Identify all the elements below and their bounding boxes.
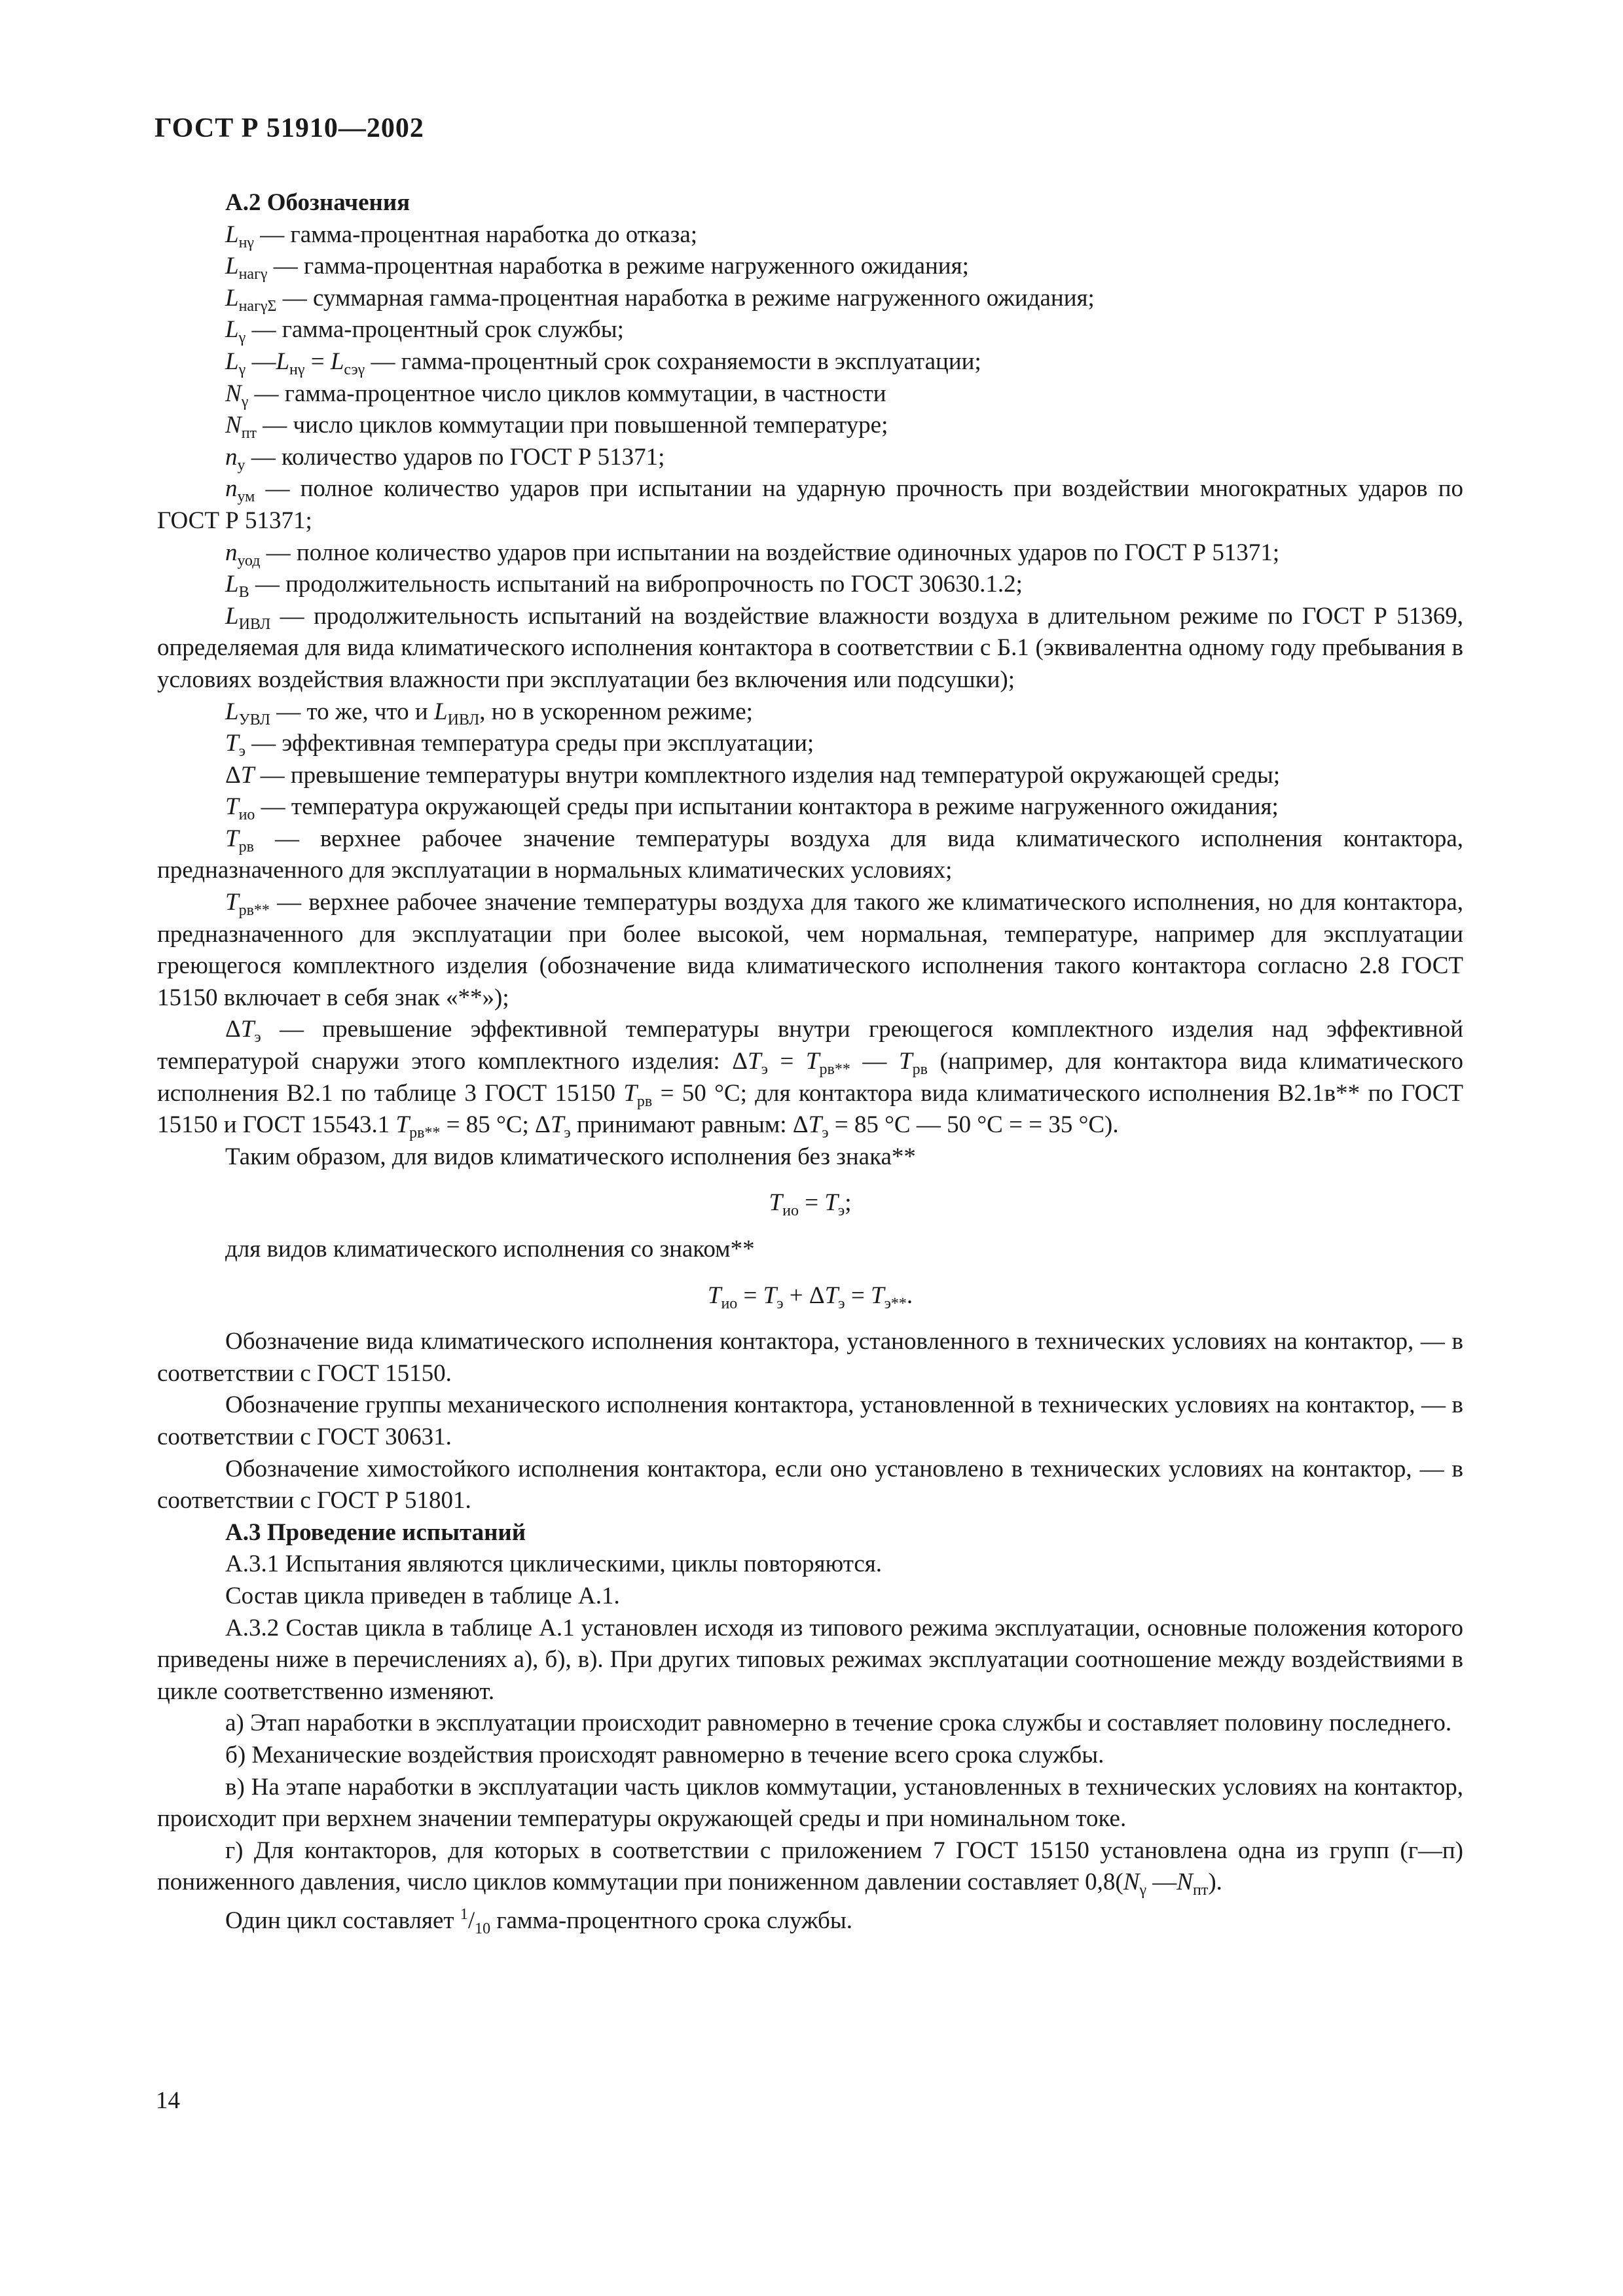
- definition-l-ny: $L_{н\gamma}$ — гамма-процентная наработка до отказа;: [225, 221, 698, 251]
- document-body: [157, 187, 1463, 1937]
- definition-t-e: $T_э$ — эффективная температура среды при эксплуатации;: [225, 730, 814, 761]
- definition-l-uvl: $L_{УВЛ}$ — то же, что и $L_{ИВЛ}$, но в ускоренном режиме;: [225, 698, 753, 728]
- list-item-b: б) Механические воздействия происходят равномерно в течение всего срока службы.: [225, 1741, 1104, 1768]
- definition-l-v: $L_В$ — продолжительность испытаний на вибропрочность по ГОСТ 30630.1.2;: [225, 571, 1023, 601]
- definition-l-gamma: $L_\gamma$ — гамма-процентный срок службы;: [225, 316, 624, 347]
- formula-tio-eq-te: $T_{ио} = T_э$;: [769, 1189, 852, 1220]
- definition-l-nag-sum: $L_{наг\gamma\Sigma}$ — суммарная гамма-процентная наработка в режиме нагруженного ожидания;: [225, 284, 1095, 315]
- list-item-v: в) На этапе наработки в эксплуатации часть циклов коммутации, установленных в технических условиях на контактор, происходит при верхнем значении температуры окружающей среды и при номинальном токе.: [157, 1773, 1463, 1833]
- definition-t-io: $T_{ио}$ — температура окружающей среды при испытании контактора в режиме нагруженного ожидания;: [225, 793, 1279, 824]
- definition-l-nag: $L_{наг\gamma}$ — гамма-процентная наработка в режиме нагруженного ожидания;: [225, 253, 969, 283]
- definition-l-sey: $L_\gamma$ $—L_{н\gamma} = L_{сэ\gamma}$ — гамма-процентный срок сохраняемости в эксплуатации;: [225, 348, 981, 378]
- paragraph-without-sign: Таким образом, для видов климатического исполнения без знака**: [225, 1143, 916, 1170]
- definition-n-ym: $n_{ум}$ — полное количество ударов при испытании на ударную прочность при воздействии многократных ударов по ГОСТ Р 51371;: [157, 475, 1463, 534]
- definition-n-yod: $n_{уод}$ — полное количество ударов при испытании на воздействие одиночных ударов по ГОСТ Р 51371;: [225, 539, 1280, 569]
- paragraph-climatic: Обозначение вида климатического исполнения контактора, установленного в технических условиях на контактор, — в соответствии с ГОСТ 15150.: [157, 1328, 1463, 1387]
- paragraph-a31: А.3.1 Испытания являются циклическими, циклы повторяются.: [225, 1551, 883, 1578]
- list-item-a: а) Этап наработки в эксплуатации происходит равномерно в течение срока службы и составляет половину последнего.: [225, 1710, 1452, 1737]
- paragraph-cycle-table: Состав цикла приведен в таблице А.1.: [225, 1582, 620, 1609]
- definition-l-ivl: $L_{ИВЛ}$ — продолжительность испытаний на воздействие влажности воздуха в длительном режиме по ГОСТ Р 51369, определяемая для вида климатического исполнения контактора в соответствии с Б.1 (эквивалентна одному году пребывания в условиях воздействия влажности при эксплуатации без включения или подсушки);: [157, 602, 1464, 693]
- document-header: ГОСТ Р 51910—2002: [155, 113, 424, 143]
- definition-n-pt: $N_{пт}$ — число циклов коммутации при повышенной температуре;: [225, 412, 888, 442]
- definition-delta-t-e: $\Delta T_э$ — превышение эффективной температуры внутри греющегося комплектного изделия над эффективной температурой снаружи этого комплектного изделия: $\Delta T_э = T_{рв**}$ — $T_{рв}$ (например, для контактора вида климатического исполнения В2.1 по таблице 3 ГОСТ 15150 $T_{рв} = 50$ °С; для контактора вида климатического исполнения В2.1в** по ГОСТ 15150 и ГОСТ 15543.1 $T_{рв**} = 85$ °С; $\Delta T_э$ принимают равным: $\Delta T_э = 85$ °С — 50 °С = = 35 °С).: [157, 1016, 1464, 1142]
- definition-n-gamma: $N_\gamma$ — гамма-процентное число циклов коммутации, в частности: [225, 380, 886, 410]
- section-a3-title: А.3 Проведение испытаний: [225, 1518, 526, 1546]
- page-number: 14: [156, 2087, 180, 2114]
- definition-delta-t: ΔT — превышение температуры внутри комплектного изделия над температурой окружающей среды;: [225, 761, 1281, 789]
- paragraph-chemical: Обозначение химостойкого исполнения контактора, если оно установлено в технических условиях на контактор, — в соответствии с ГОСТ Р 51801.: [157, 1455, 1463, 1515]
- paragraph-mechanical: Обозначение группы механического исполнения контактора, установленной в технических условиях на контактор, — в соответствии с ГОСТ 30631.: [157, 1391, 1463, 1450]
- paragraph-one-cycle: Один цикл составляет $^1/_{10}$ гамма-процентного срока службы.: [225, 1905, 852, 1937]
- formula-tio-sum: $T_{ио} = T_э + \Delta T_э = T_{э**}$.: [707, 1282, 913, 1312]
- definition-n-y: $n_у$ — количество ударов по ГОСТ Р 51371;: [225, 443, 665, 474]
- paragraph-a32: А.3.2 Состав цикла в таблице А.1 установлен исходя из типового режима эксплуатации, основные положения которого приведены ниже в перечислениях а), б), в). При других типовых режимах эксплуатации соотношение между воздействиями в цикле соответственно изменяют.: [157, 1614, 1463, 1705]
- definition-t-rv-star: $T_{рв**}$ — верхнее рабочее значение температуры воздуха для такого же климатического исполнения, но для контактора, предназначенного для эксплуатации при более высокой, чем нормальная, температуре, например для эксплуатации греющегося комплектного изделия (обозначение вида климатического исполнения такого контактора согласно 2.8 ГОСТ 15150 включает в себя знак «**»);: [157, 889, 1464, 1011]
- paragraph-with-sign: для видов климатического исполнения со знаком**: [225, 1236, 755, 1263]
- definition-t-rv: $T_{рв}$ — верхнее рабочее значение температуры воздуха для вида климатического исполнения контактора, предназначенного для эксплуатации в нормальных климатических условиях;: [157, 825, 1463, 884]
- section-a2-title: А.2 Обозначения: [225, 189, 410, 216]
- list-item-g: г) Для контакторов, для которых в соответствии с приложением 7 ГОСТ 15150 установлена одна из групп (г—п) пониженного давления, число циклов коммутации при пониженном давлении составляет $0,8(N_\gamma$ $—N_{пт}$).: [157, 1837, 1463, 1899]
